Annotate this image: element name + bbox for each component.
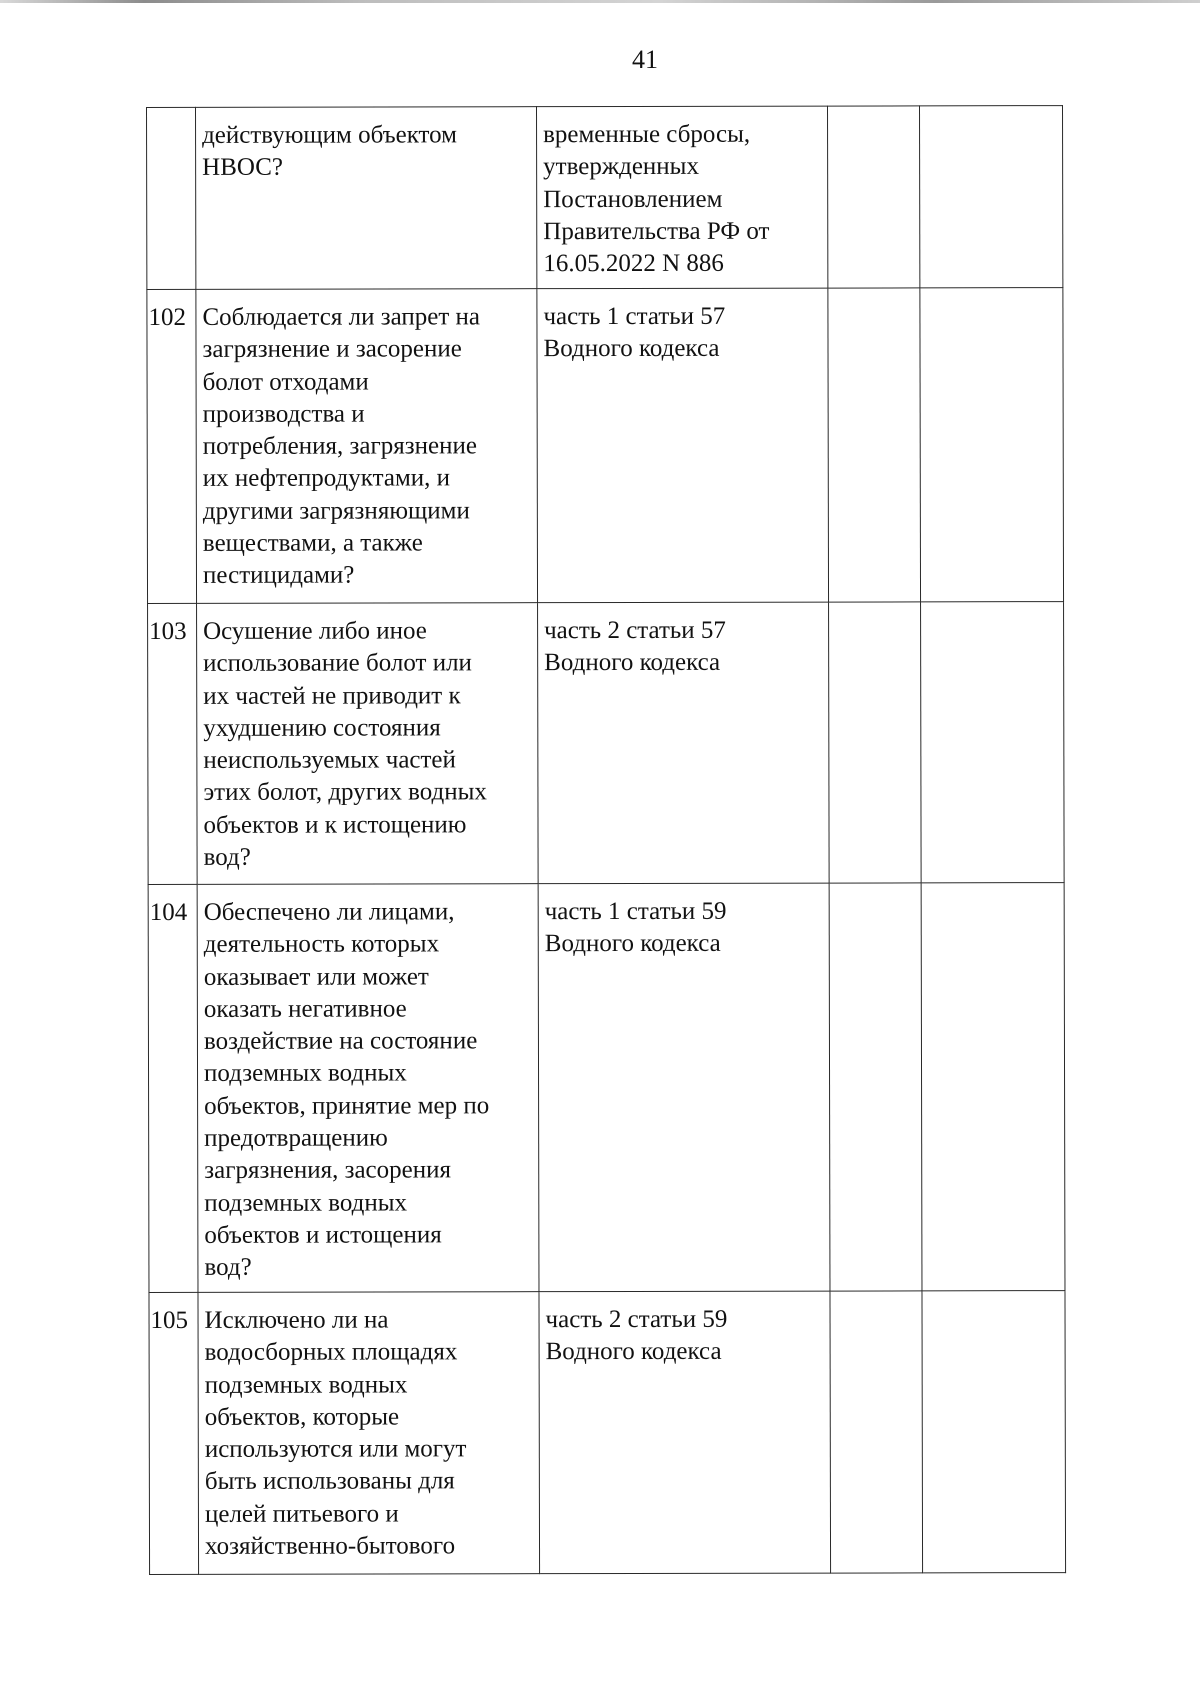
reference-cell: часть 2 статьи 59 Водного кодекса xyxy=(539,1291,831,1574)
table-row xyxy=(148,602,1065,885)
reference-cell: часть 2 статьи 57 Водного кодекса xyxy=(538,602,830,884)
row-number: 102 xyxy=(147,289,197,603)
answer-cell xyxy=(828,288,921,602)
reference-cell: временные сбросы, утвержденных Постановлением Правительства РФ от 16.05.2022 N 886 xyxy=(537,106,828,289)
note-cell xyxy=(921,602,1065,883)
note-cell xyxy=(922,1291,1066,1573)
question-cell: Исключено ли на водосборных площадях подземных водных объектов, которые используются или могут быть использованы для целей питьевого и хозяйственно-бытового xyxy=(198,1292,540,1575)
scan-edge-artifact xyxy=(0,0,1200,3)
reference-cell: часть 1 статьи 57 Водного кодекса xyxy=(537,288,829,603)
table-row xyxy=(147,106,1063,290)
question-cell: Соблюдается ли запрет на загрязнение и засорение болот отходами производства и потребления, загрязнение их нефтепродуктами, и другими загрязняющими веществами, а также пестицидами? xyxy=(196,289,538,604)
answer-cell xyxy=(829,602,922,883)
table-row xyxy=(149,1291,1066,1575)
question-cell: Обеспечено ли лицами, деятельность которых оказывает или может оказать негативное воздействие на состояние подземных водных объектов, принятие мер по предотвращению загрязнения, засорения подземных водных объектов и истощения вод? xyxy=(197,884,539,1293)
note-cell xyxy=(919,106,1062,288)
note-cell xyxy=(920,288,1064,602)
table-row xyxy=(147,288,1064,604)
page-number: 41 xyxy=(632,45,658,74)
answer-cell xyxy=(830,1291,923,1573)
row-number: 103 xyxy=(148,603,198,884)
table-row xyxy=(148,883,1065,1293)
question-cell: действующим объектом НВОС? xyxy=(196,107,537,290)
question-cell: Осушение либо иное использование болот или их частей не приводит к ухудшению состояния неиспользуемых частей этих болот, других водных объектов и к истощению вод? xyxy=(197,603,539,885)
answer-cell xyxy=(829,883,922,1291)
checklist-table xyxy=(146,105,1066,1575)
answer-cell xyxy=(827,106,919,288)
row-number xyxy=(147,107,196,289)
reference-cell: часть 1 статьи 59 Водного кодекса xyxy=(538,883,830,1292)
note-cell xyxy=(921,883,1065,1291)
row-number: 105 xyxy=(149,1292,199,1574)
row-number: 104 xyxy=(148,884,198,1292)
